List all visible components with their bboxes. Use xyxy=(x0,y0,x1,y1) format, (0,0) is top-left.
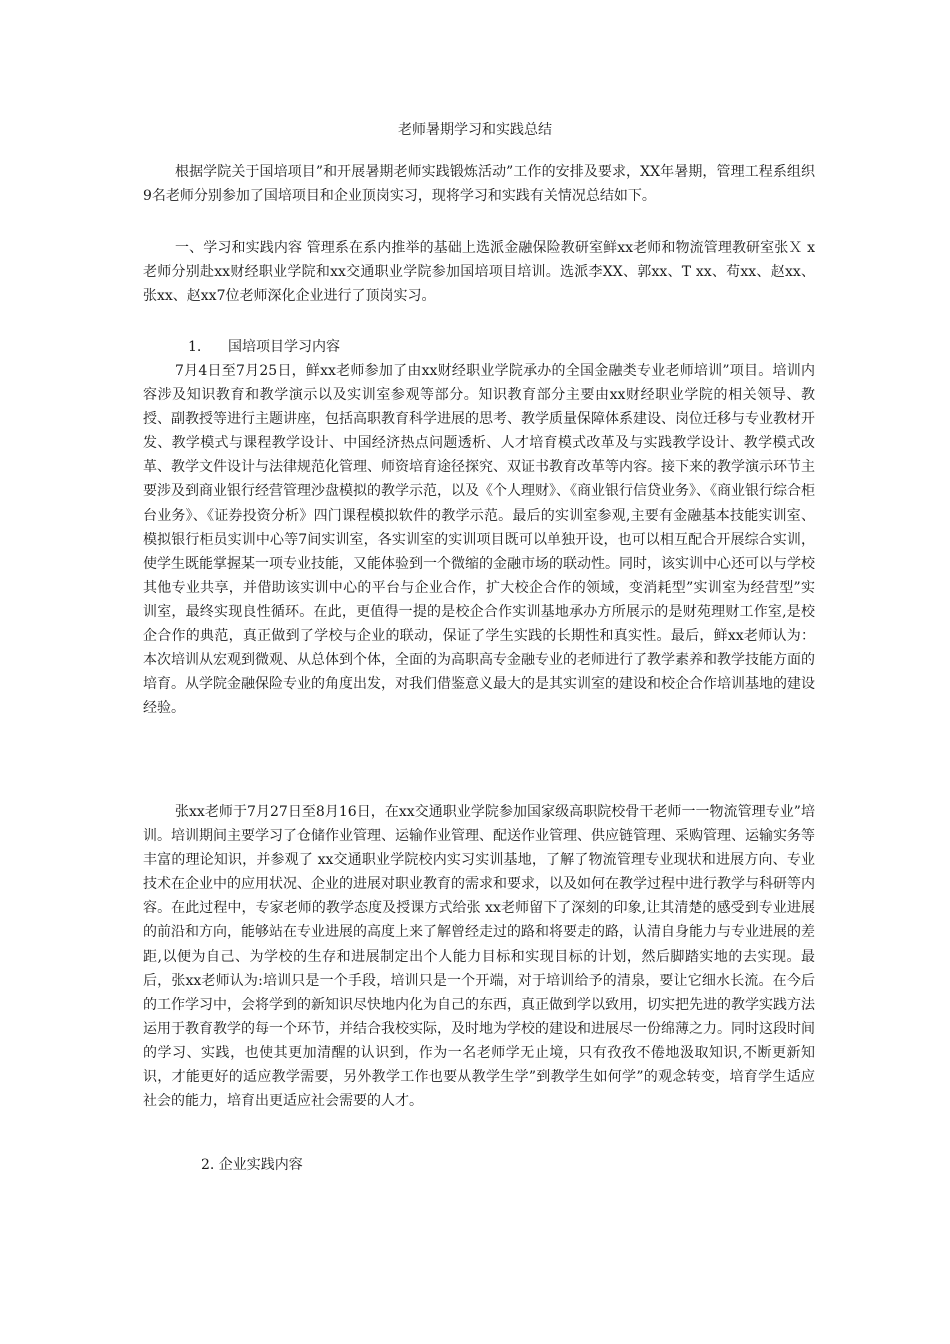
item-2-heading: 2. 企业实践内容 xyxy=(201,1157,303,1173)
item-1-label: 国培项目学习内容 xyxy=(228,339,340,355)
item-1-heading xyxy=(188,335,340,359)
section-1-paragraph: 一、学习和实践内容 管理系在系内推举的基础上选派金融保险教研室鲜xx老师和物流管理教研室张Ｘ x老师分别赴xx财经职业学院和xx交通职业学院参加国培项目培训。选派李XX、郭xx、T xx、苟xx、赵xx、张xx、赵xx7位老师深化企业进行了顶岗实习。 xyxy=(143,240,815,305)
document-title: 老师暑期学习和实践总结 xyxy=(398,122,552,138)
intro-paragraph: 根据学院关于国培项目”和开展暑期老师实践锻炼活动”工作的安排及要求，XX年暑期，管理工程系组织9名老师分别参加了国培项目和企业顶岗实习，现将学习和实践有关情况总结如下。 xyxy=(143,164,815,205)
item-1-number: 1. xyxy=(188,339,202,355)
zhang-training-paragraph: 张xx老师于7月27日至8月16日，在xx交通职业学院参加国家级高职院校骨干老师一一物流管理专业”培训。培训期间主要学习了仓储作业管理、运输作业管理、配送作业管理、供应链管理、采购管理、运输实务等丰富的理论知识，并参观了 xx交通职业学院校内实习实训基地，了解了物流管理专业现状和进展方向、专业技术在企业中的应用状况、企业的进展对职业教育的需求和要求，以及如何在教学过程中进行教学与科研等内容。在此过程中，专家老师的教学态度及授课方式给张 xx老师留下了深刻的印象,让其清楚的感受到专业进展的前沿和方向，能够站在专业进展的高度上来了解曾经走过的路和将要走的路，认清自身能力与专业进展的差距,以便为自己、为学校的生存和进展制定出个人能力目标和实现目标的计划，然后脚踏实地的去实现。最后，张xx老师认为:培训只是一个手段，培训只是一个开端，对于培训给予的清泉，要让它细水长流。在今后的工作学习中，会将学到的新知识尽快地内化为自己的东西，真正做到学以致用，切实把先进的教学实践方法运用于教育教学的每一个环节，并结合我校实际，及时地为学校的建设和进展尽一份绵薄之力。同时这段时间的学习、实践，也使其更加清醒的认识到，作为一名老师学无止境，只有孜孜不倦地汲取知识,不断更新知识，才能更好的适应教学需要，另外教学工作也要从教学生学”到教学生如何学”的观念转变，培育学生适应社会的能力，培育出更适应社会需要的人才。 xyxy=(143,804,815,1110)
xian-training-paragraph: 7月4日至7月25日，鲜xx老师参加了由xx财经职业学院承办的全国金融类专业老师培训”项目。培训内容涉及知识教育和教学演示以及实训室参观等部分。知识教育部分主要由xx财经职业学院的相关领导、教授、副教授等进行主题讲座，包括高职教育科学进展的思考、教学质量保障体系建设、岗位迁移与专业教材开发、教学模式与课程教学设计、中国经济热点问题透析、人才培育模式改革及与实践教学设计、教学模式改革、教学文件设计与法律规范化管理、师资培育途径探究、双证书教育改革等内容。接下来的教学演示环节主要涉及到商业银行经营管理沙盘模拟的教学示范，以及《个人理财》、《商业银行信贷业务》、《商业银行综合柜台业务》、《证券投资分析》四门课程模拟软件的教学示范。最后的实训室参观,主要有金融基本技能实训室、模拟银行柜员实训中心等7间实训室，各实训室的实训项目既可以单独开设，也可以相互配合开展综合实训，使学生既能掌握某一项专业技能，又能体验到一个微缩的金融市场的联动性。同时，该实训中心还可以与学校其他专业共享，并借助该实训中心的平台与企业合作，扩大校企合作的领域，变消耗型”实训室为经营型”实训室，最终实现良性循环。在此，更值得一提的是校企合作实训基地承办方所展示的是财苑理财工作室,是校企合作的典范，真正做到了学校与企业的联动，保证了学生实践的长期性和真实性。最后，鲜xx老师认为：本次培训从宏观到微观、从总体到个体，全面的为高职高专金融专业的老师进行了教学素养和教学技能方面的培育。从学院金融保险专业的角度出发，对我们借鉴意义最大的是其实训室的建设和校企合作培训基地的建设经验。 xyxy=(143,363,815,717)
